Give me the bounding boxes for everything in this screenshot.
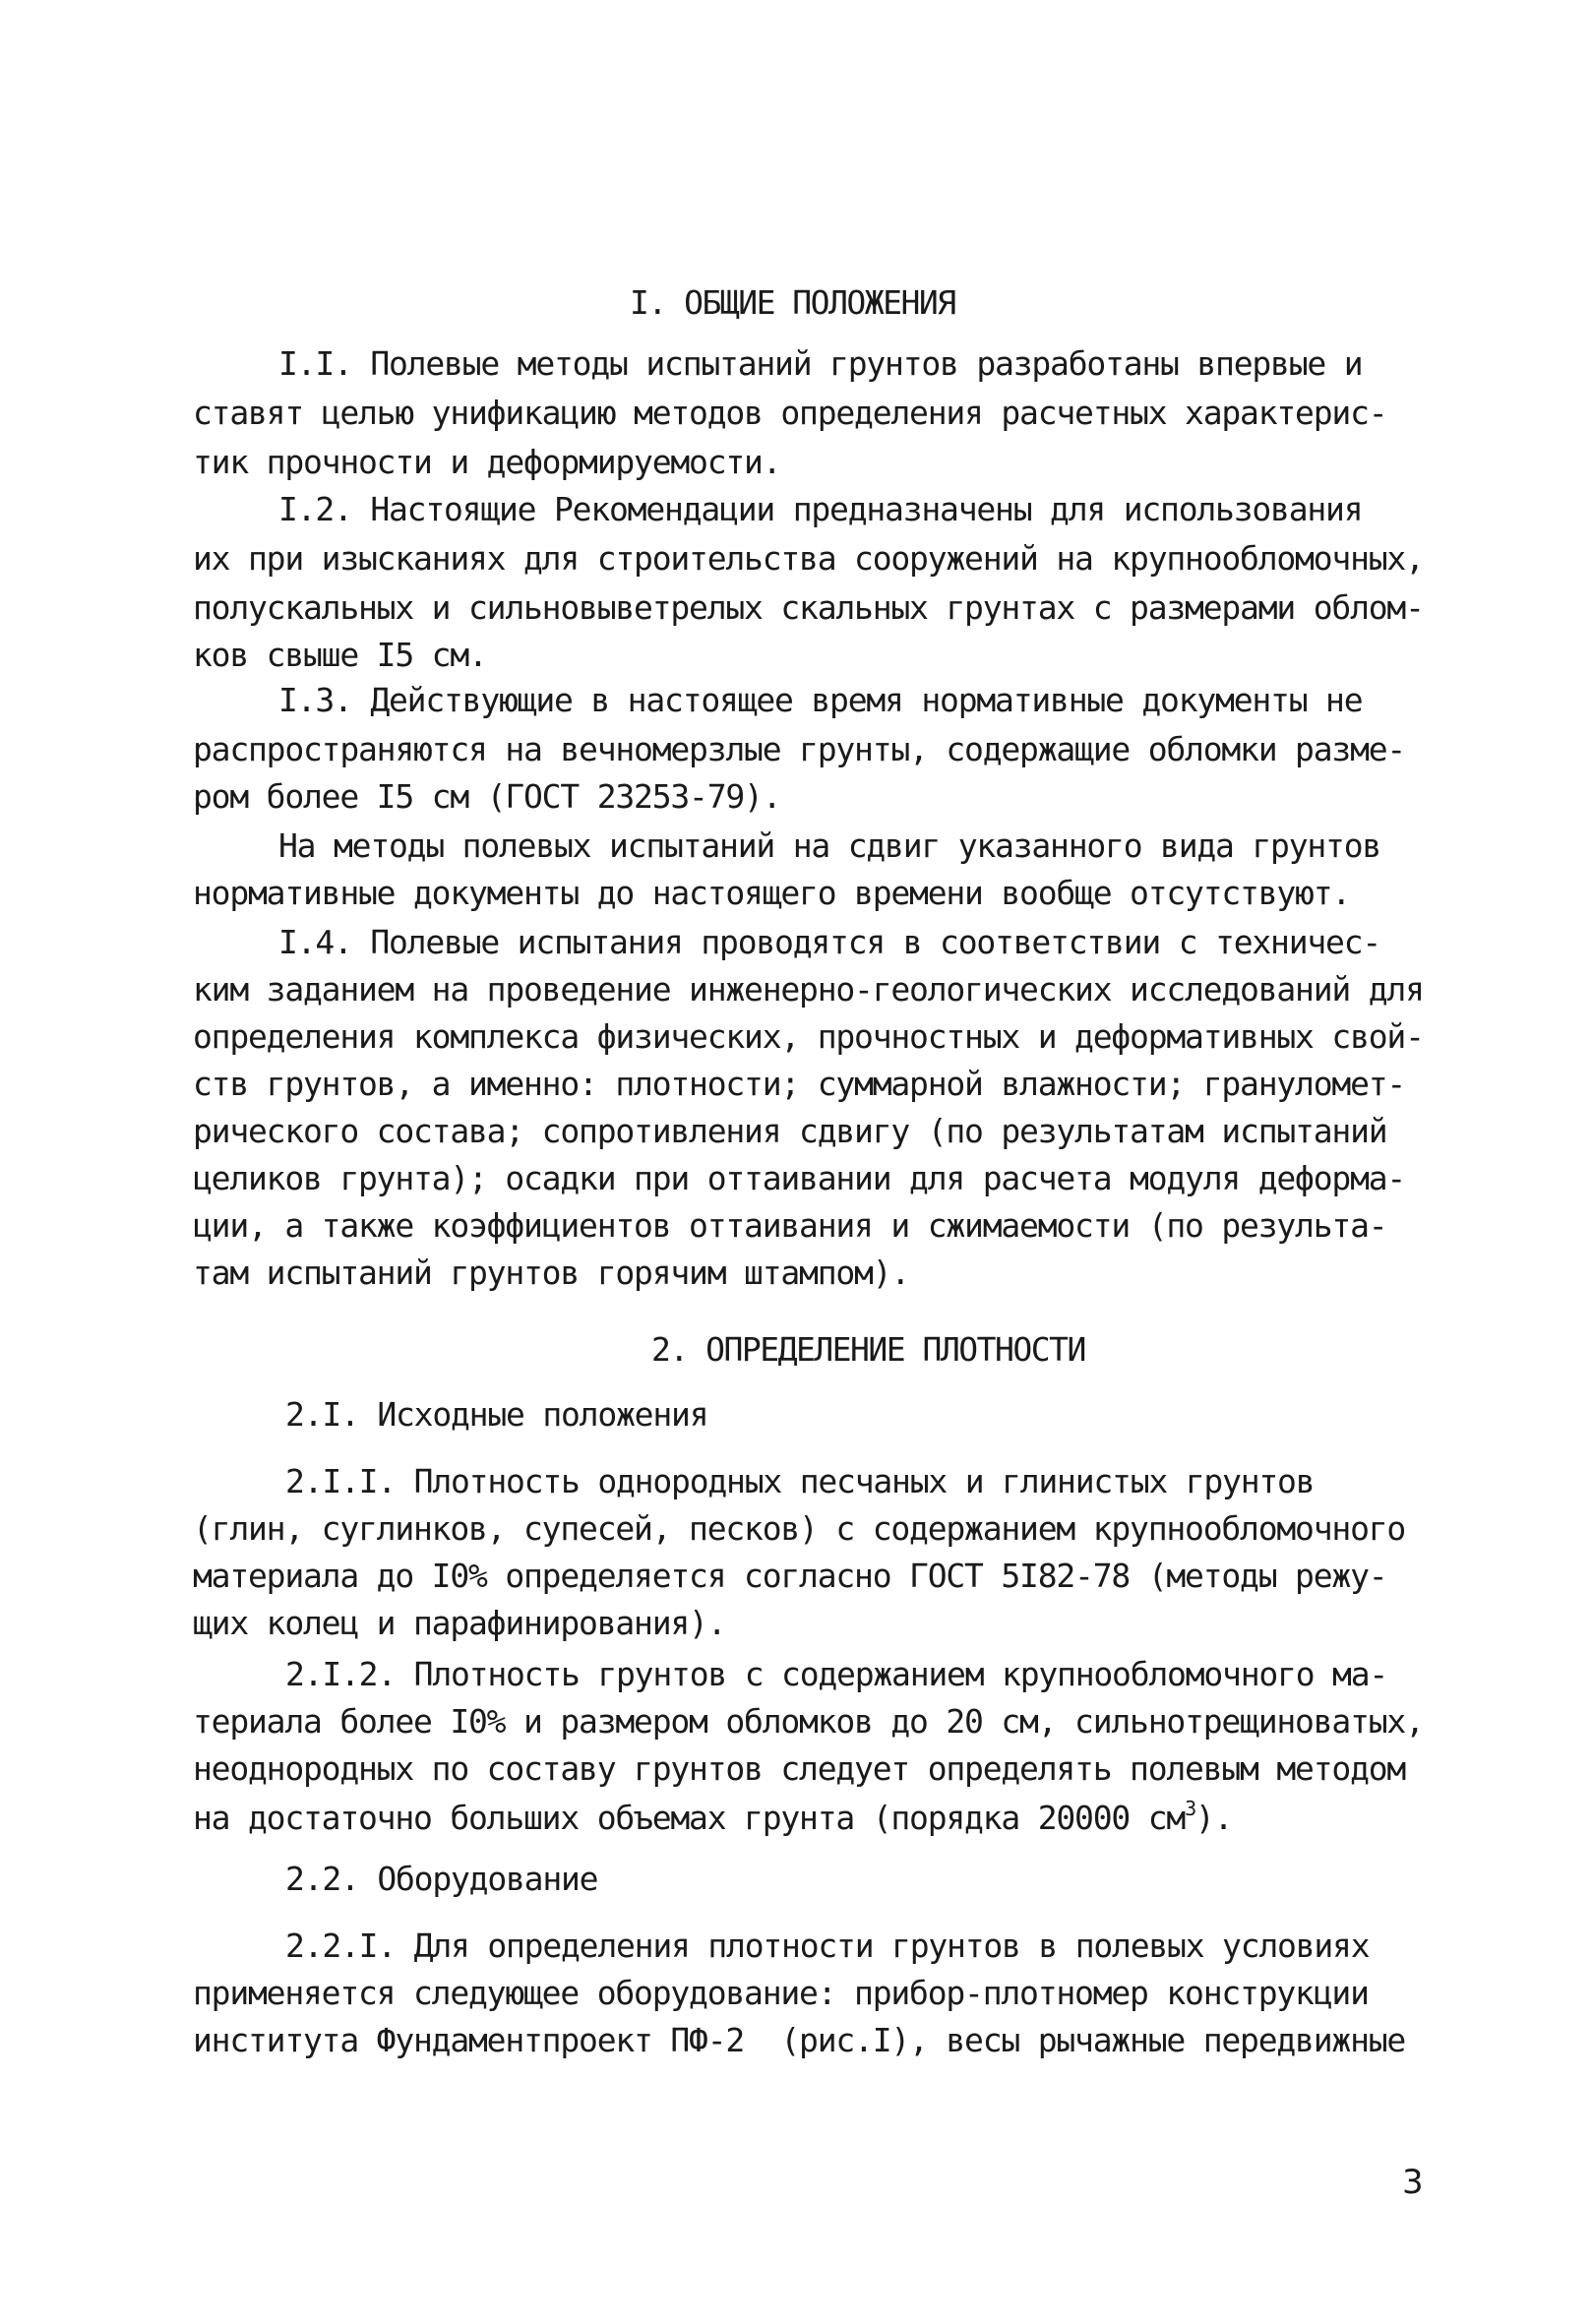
paragraph-1-2-line: ков свыше I5 см. [193,636,487,674]
paragraph-1-2-line: их при изысканиях для строительства сооружений на крупнообломочных, [193,539,1424,578]
paragraph-2-1-1-line: материала до I0% определяется согласно ГОСТ 5I82-78 (методы режу- [193,1557,1387,1595]
paragraph-1-1-line: ставят целью унификацию методов определения расчетных характерис- [193,394,1387,432]
paragraph-1-4-line: рического состава; сопротивления сдвигу (по результатам испытаний [193,1112,1387,1150]
paragraph-1-3b-line: нормативные документы до настоящего времени вообще отсутствуют. [193,874,1351,912]
paragraph-1-4-line: I.4. Полевые испытания проводятся в соответствии с техничес- [278,923,1381,961]
paragraph-1-4-line: ств грунтов, а именно: плотности; суммарной влажности; грануломет- [193,1065,1406,1103]
page-number: 3 [1402,2163,1424,2202]
paragraph-1-4-line: ким заданием на проведение инженерно-геологических исследований для [193,970,1424,1009]
paragraph-1-2-line: I.2. Настоящие Рекомендации предназначены для использования [278,490,1363,528]
superscript-cubic: 3 [1185,1797,1195,1820]
paragraph-2-1-2-text: на достаточно больших объемах грунта (порядка 20000 см [193,1799,1186,1837]
paragraph-1-3-line: распространяются на вечномерзлые грунты, содержащие обломки разме- [193,730,1406,768]
subsection-2-1-heading: 2.I. Исходные положения [285,1395,708,1434]
paragraph-1-3b-line: На методы полевых испытаний на сдвиг указанного вида грунтов [278,826,1381,865]
paragraph-1-4-line: целиков грунта); осадки при оттаивании для расчета модуля деформа- [193,1159,1406,1197]
paragraph-1-3-line: I.3. Действующие в настоящее время нормативные документы не [278,681,1363,719]
paragraph-2-1-1-line: (глин, суглинков, супесей, песков) с содержанием крупнообломочного [193,1509,1406,1548]
subsection-2-2-heading: 2.2. Оборудование [285,1860,598,1898]
paragraph-1-1-line: I.I. Полевые методы испытаний грунтов разработаны впервые и [278,344,1363,383]
paragraph-2-2-1-line: 2.2.I. Для определения плотности грунтов в полевых условиях [285,1926,1370,1965]
paragraph-2-1-2-line: 2.I.2. Плотность грунтов с содержанием крупнообломочного ма- [285,1655,1388,1693]
paragraph-1-4-line: там испытаний грунтов горячим штампом). [193,1254,910,1292]
section-2-heading: 2. ОПРЕДЕЛЕНИЕ ПЛОТНОСТИ [651,1330,1085,1369]
paragraph-2-1-1-line: 2.I.I. Плотность однородных песчаных и глинистых грунтов [285,1462,1315,1500]
paragraph-1-4-line: ции, а также коэффициентов оттаивания и сжимаемости (по результа- [193,1206,1387,1245]
paragraph-1-2-line: полускальных и сильновыветрелых скальных грунтах с размерами облом- [193,588,1424,627]
paragraph-1-1-line: тик прочности и деформируемости. [193,443,781,481]
paragraph-2-1-2-line [193,1797,1232,1840]
paragraph-1-4-line: определения комплекса физических, прочностных и деформативных свой- [193,1017,1424,1056]
paragraph-2-1-2-line: териала более I0% и размером обломков до 20 см, сильнотрещиноватых, [193,1702,1424,1741]
paragraph-1-3-line: ром более I5 см (ГОСТ 23253-79). [193,777,781,816]
section-1-heading: I. ОБЩИЕ ПОЛОЖЕНИЯ [630,283,955,322]
paragraph-2-2-1-line: применяется следующее оборудование: прибор-плотномер конструкции [193,1974,1369,2012]
paragraph-2-1-2-line: неоднородных по составу грунтов следует определять полевым методом [193,1749,1406,1788]
paragraph-2-2-1-line: института Фундаментпроект ПФ-2 (рис.I), весы рычажные передвижные [193,2021,1406,2059]
paragraph-2-1-2-tail: ). [1194,1799,1233,1837]
paragraph-2-1-1-line: щих колец и парафинирования). [193,1604,726,1642]
